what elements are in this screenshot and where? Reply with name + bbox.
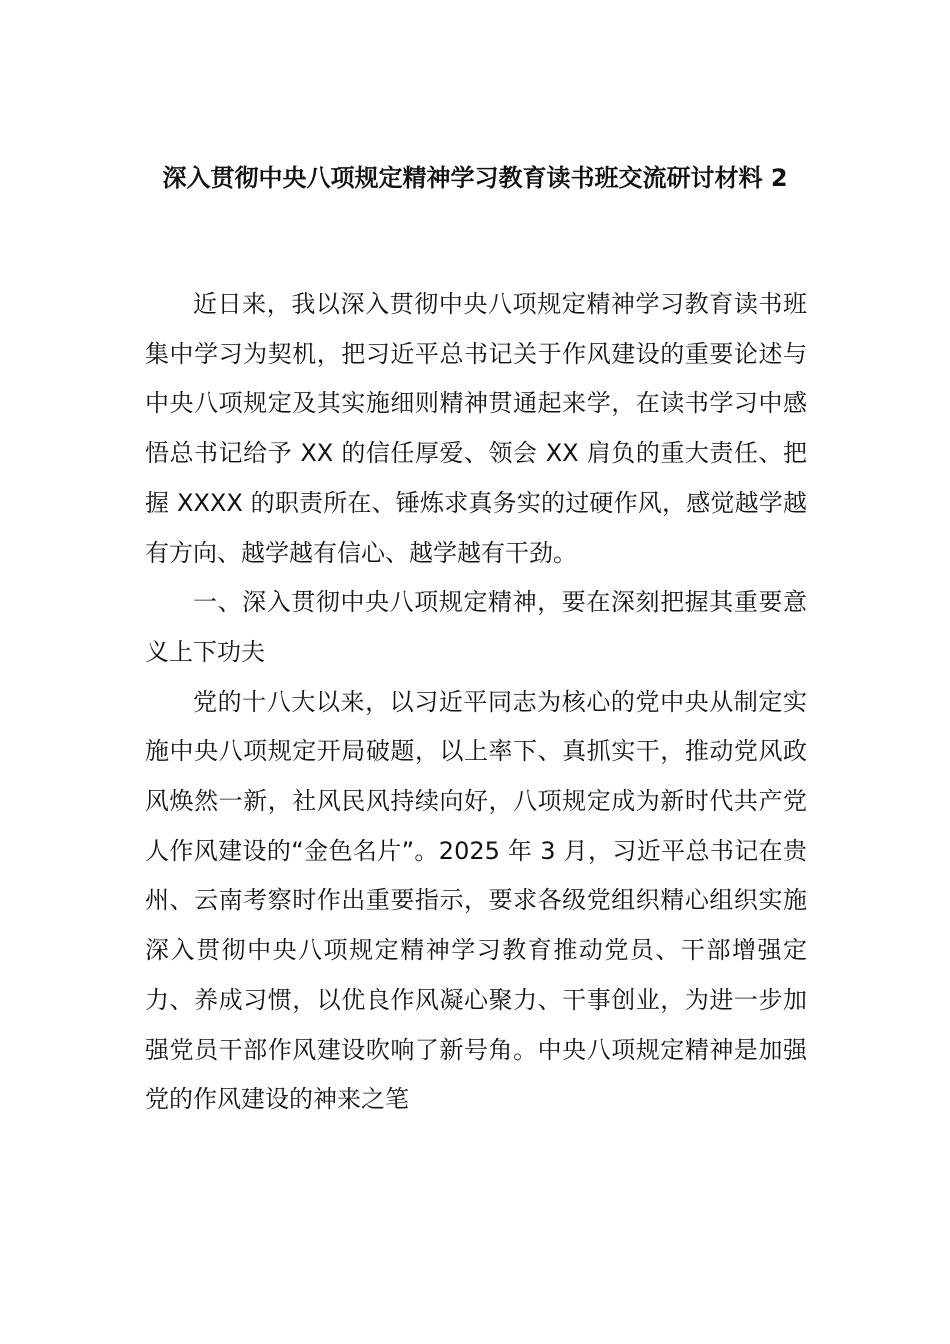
section-heading-1: 一、深入贯彻中央八项规定精神，要在深刻把握其重要意义上下功夫 <box>145 588 807 666</box>
document-body <box>145 280 807 1125</box>
document-title: 深入贯彻中央八项规定精神学习教育读书班交流研讨材料 2 <box>162 164 788 192</box>
paragraph-intro: 近日来，我以深入贯彻中央八项规定精神学习教育读书班集中学习为契机，把习近平总书记关于作风建设的重要论述与中央八项规定及其实施细则精神贯通起来学，在读书学习中感悟总书记给予 XX 的信任厚爱、领会 XX 肩负的重大责任、把握 XXXX 的职责所在、锤炼求真务实的过硬作风，感觉越学越有方向、越学越有信心、越学越有干劲。 <box>145 290 807 567</box>
paragraph-section-1: 党的十八大以来，以习近平同志为核心的党中央从制定实施中央八项规定开局破题，以上率下、真抓实干，推动党风政风焕然一新，社风民风持续向好，八项规定成为新时代共产党人作风建设的“金色名片”。2025 年 3 月，习近平总书记在贵州、云南考察时作出重要指示，要求各级党组织精心组织实施深入贯彻中央八项规定精神学习教育推动党员、干部增强定力、养成习惯，以优良作风凝心聚力、干事创业，为进一步加强党员干部作风建设吹响了新号角。中央八项规定精神是加强党的作风建设的神来之笔 <box>145 687 807 1114</box>
